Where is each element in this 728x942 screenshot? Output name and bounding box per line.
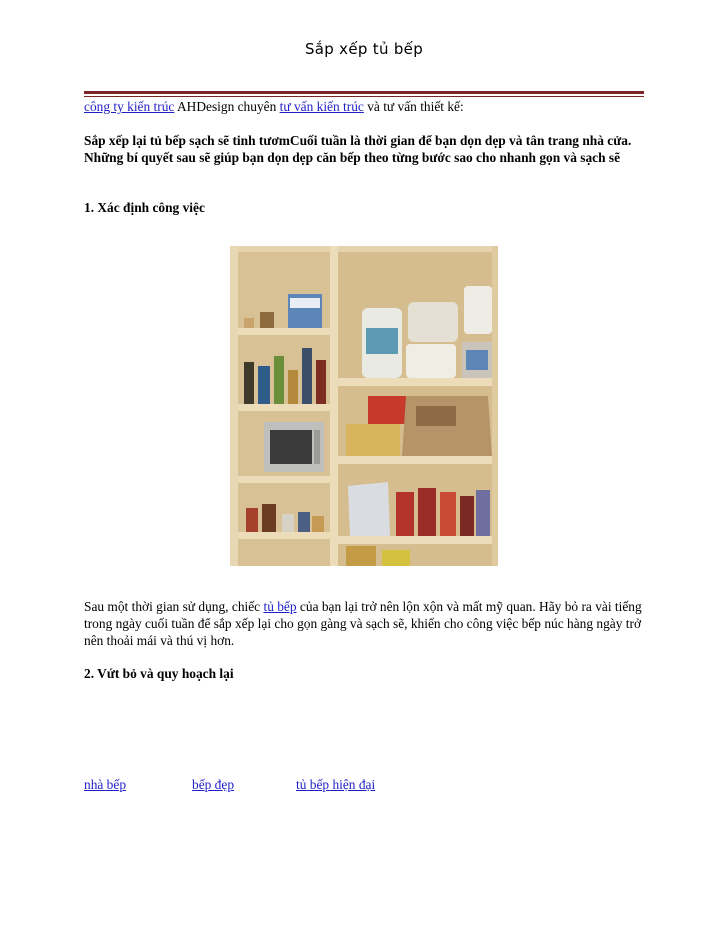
link-cong-ty-kien-truc[interactable]: công ty kiến trúc xyxy=(84,99,175,114)
kitchen-pantry-photo xyxy=(230,246,498,566)
title-rule-thin xyxy=(84,96,644,97)
intro-line xyxy=(84,98,646,115)
tag-link-nha-bep[interactable]: nhà bếp xyxy=(84,777,127,792)
tag-link-tu-bep-hien-dai[interactable]: tủ bếp hiện đại xyxy=(296,777,376,792)
intro-text-1: AHDesign chuyên xyxy=(174,99,280,114)
body-paragraph xyxy=(84,598,646,649)
intro-text-2: và tư vấn thiết kế: xyxy=(363,99,464,114)
page-title: Sắp xếp tủ bếp xyxy=(304,40,424,58)
lead-paragraph: Sắp xếp lại tủ bếp sạch sẽ tinh tươmCuối tuần là thời gian để bạn dọn dẹp và tân trang nhà cửa. Những bí quyết sau sẽ giúp bạn dọn dẹp căn bếp theo từng bước sao cho nhanh gọn và sạch sẽ xyxy=(84,133,632,165)
link-tu-bep[interactable]: tủ bếp xyxy=(263,599,297,614)
body-text-1: Sau một thời gian sử dụng, chiếc xyxy=(84,599,264,614)
section-heading-1: 1. Xác định công việc xyxy=(84,200,205,215)
link-tu-van-kien-truc[interactable]: tư vấn kiến trúc xyxy=(279,99,364,114)
tag-link-bep-dep[interactable]: bếp đẹp xyxy=(192,777,235,792)
body-text-2: của bạn lại trở nên lộn xộn và mất mỹ quan. Hãy bỏ ra vài tiếng trong ngày cuối tuần để sắp xếp lại cho gọn gàng và sạch sẽ, khiến cho công việc bếp núc hàng ngày trở nên thoải mái và thú vị hơn. xyxy=(84,599,642,648)
section-heading-2: 2. Vứt bỏ và quy hoạch lại xyxy=(84,666,234,681)
title-rule-thick xyxy=(84,91,644,94)
